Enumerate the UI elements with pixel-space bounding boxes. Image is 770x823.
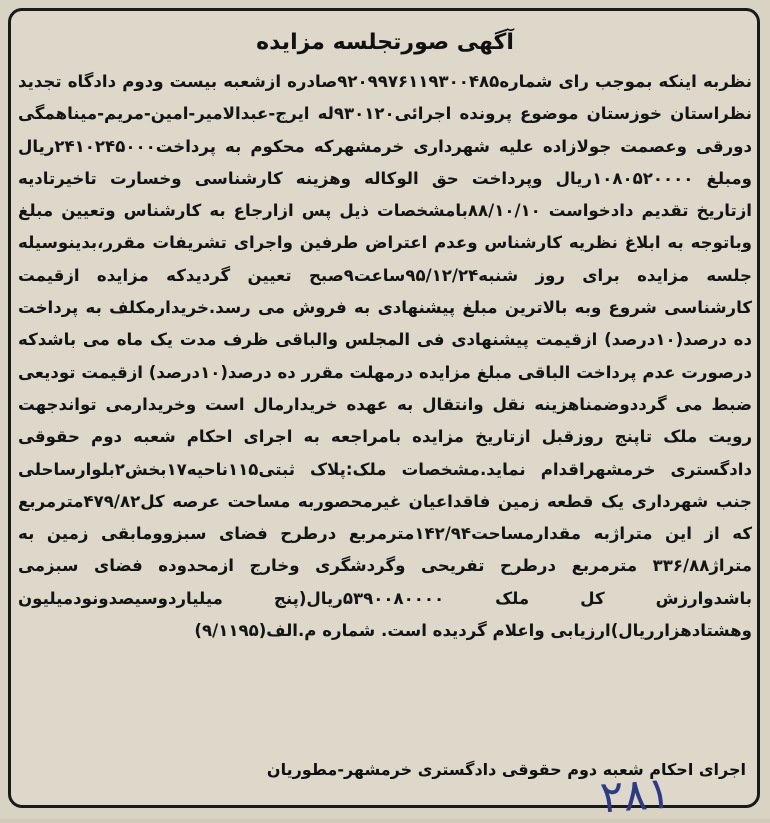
notice-body: نظربه اینکه بموجب رای شماره۹۲۰۹۹۷۶۱۱۹۳۰۰۴۸۵صادره ازشعبه بیست ودوم دادگاه تجدید نظراستان خوزستان موضوع پرونده اجرائی۹۳۰۱۲۰له ایرج-عبدالامیر-امین-مریم-میناهمگی دورقی وعصمت جولازاده علیه شهرداری خرمشهرکه محکوم به پرداخت۲۴۱۰۲۴۵۰۰۰ریال ومبلغ ۱۰۸۰۵۲۰۰۰۰ریال وپرداخت حق الوکاله وهزینه کارشناسی وخسارت تاخیرتادیه ازتاریخ تقدیم دادخواست ۸۸/۱۰/۱۰بامشخصات ذیل پس ازارجاع به کارشناس وتعیین مبلغ وباتوجه به ابلاغ نظریه کارشناس وعدم اعتراض طرفین واجرای تشریفات مقرر،بدینوسیله جلسه مزایده برای روز شنبه۹۵/۱۲/۲۴ساعت۹صبح تعیین گردیدکه مزایده ازقیمت کارشناسی شروع وبه بالاترین مبلغ پیشنهادی به فروش می رسد.خریدارمکلف به پرداخت ده درصد(۱۰درصد) ازقیمت پیشنهادی فی المجلس والباقی ظرف مدت یک ماه می باشدکه درصورت عدم پرداخت الباقی مبلغ مزایده درمهلت مقرر ده درصد(۱۰درصد) ازقیمت تودیعی ضبط می گرددوضمناهزینه نقل وانتقال به عهده خریدارمال است وخریدارمی تواندجهت رویت ملک تاپنج روزقبل ازتاریخ مزایده بامراجعه به اجرای احکام شعبه دوم حقوقی دادگستری خرمشهراقدام نماید.مشخصات ملک:پلاک ثبتی۱۱۵ناحیه۱۷بخش۲بلوارساحلی جنب شهرداری یک قطعه زمین فاقداعیان غیرمحصوربه مساحت عرصه کل۴۷۹/۸۲مترمربع که از این متراژبه مقدارمساحت۱۴۲/۹۴مترمربع درطرح فضای سبزوومابقی زمین به متراژ۳۳۶/۸۸ مترمربع درطرح تفریحی وگردشگری وخارج ازمحدوده فضای سبزمی باشدوارزش کل ملک ۵۳۹۰۰۸۰۰۰۰ریال(پنج میلیاردوسیصدونودمیلیون وهشتادهزارریال)ارزیابی واعلام گردیده است. شماره م.الف(۹/۱۱۹۵) [18, 72, 753, 641]
notice-signature: اجرای احکام شعبه دوم حقوقی دادگستری خرمشهر-مطوریان [266, 760, 746, 779]
notice-title: آگهی صورتجلسه مزایده [256, 30, 514, 55]
handwritten-number: ۲۸۱ [598, 767, 673, 823]
